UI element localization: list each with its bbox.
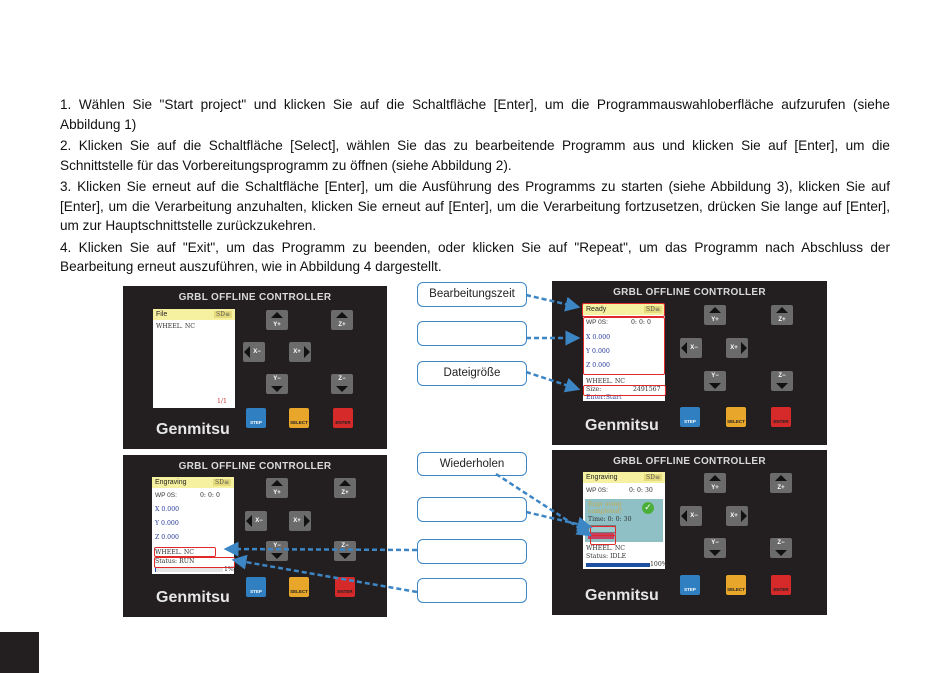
instruction-3: 3. Klicken Sie erneut auf die Schaltfläche [Enter], um die Ausführung des Programms zu starten (siehe Abbildung 3), klicken Sie auf [Enter], um die Verarbeitung anzuhalten, klicken Sie erneut auf [Enter], um die Verarbeitung fortzusetzen, drücken Sie lange auf [Enter], um zur Hauptschnittstelle zurückzukehren. xyxy=(60,179,890,233)
sd-card-icon: SD≡ xyxy=(216,311,230,318)
enter-button[interactable]: ENTER xyxy=(333,408,353,428)
select-button[interactable]: SELECT xyxy=(726,407,746,427)
controller-title: GRBL OFFLINE CONTROLLER xyxy=(613,287,766,298)
z-minus-button[interactable]: Z− xyxy=(771,371,793,391)
check-icon: ✓ xyxy=(642,502,654,514)
highlight-coordinates xyxy=(583,317,665,375)
y-plus-button[interactable]: Y+ xyxy=(266,478,288,498)
brand-logo: Genmitsu xyxy=(156,589,230,606)
sd-card-icon: SD≡ xyxy=(215,479,229,486)
progress-percent: 100% xyxy=(650,561,668,568)
select-button[interactable]: SELECT xyxy=(289,408,309,428)
x-coordinate: X 0.000 xyxy=(155,506,180,513)
enter-hint: Enter:Start xyxy=(586,394,622,401)
screen-header xyxy=(153,309,235,320)
screen-mode: File xyxy=(156,311,168,318)
progress-bar xyxy=(586,563,650,567)
x-minus-button[interactable]: X− xyxy=(245,511,267,531)
status-text: Status: RUN xyxy=(155,558,195,565)
x-plus-button[interactable]: X+ xyxy=(726,338,748,358)
x-plus-button[interactable]: X+ xyxy=(726,506,748,526)
callout-file-name xyxy=(417,539,527,564)
enter-button[interactable]: ENTER xyxy=(771,407,791,427)
z-plus-button[interactable]: Z+ xyxy=(331,310,353,330)
wp-value: 0: 0: 30 xyxy=(629,487,653,494)
page-corner-tab xyxy=(0,632,39,673)
y-plus-button[interactable]: Y+ xyxy=(704,473,726,493)
wp-label: WP 0S: xyxy=(586,487,608,494)
z-coordinate: Z 0.000 xyxy=(155,534,179,541)
screen-header xyxy=(152,477,234,488)
page-indicator: 1/1 xyxy=(217,398,227,405)
instruction-4: 4. Klicken Sie auf "Exit", um das Programm zu beenden, oder klicken Sie auf "Repeat", um das Programm nach Abschluss der Bearbeitung erneut auszuführen, wie in Abbildung 4 dargestellt. xyxy=(60,239,890,274)
status-text: Status: IDLE xyxy=(586,553,627,560)
file-name: WHEEL. NC xyxy=(586,545,625,552)
size-label: Size: xyxy=(586,386,602,393)
size-value: 2491567 xyxy=(633,386,661,393)
brand-logo: Genmitsu xyxy=(585,417,659,434)
screen-header xyxy=(583,472,665,483)
wp-label: WP 0S: xyxy=(586,319,608,326)
x-minus-button[interactable]: X− xyxy=(680,338,702,358)
highlight-repeat xyxy=(590,535,616,545)
progress-percent: 1% xyxy=(224,566,234,573)
x-coordinate: X 0.000 xyxy=(586,334,611,341)
callout-exit xyxy=(417,497,527,522)
instruction-1: 1. Wählen Sie "Start project" und klicken Sie auf die Schaltfläche [Enter], um die Programmauswahloberfläche aufzurufen (siehe Abbildung 1) xyxy=(60,97,890,132)
step-button[interactable]: STEP xyxy=(680,407,700,427)
y-plus-button[interactable]: Y+ xyxy=(266,310,288,330)
step-button[interactable]: STEP xyxy=(246,408,266,428)
z-minus-button[interactable]: Z− xyxy=(770,538,792,558)
wp-label: WP 0S: xyxy=(155,492,177,499)
y-minus-button[interactable]: Y− xyxy=(704,371,726,391)
y-minus-button[interactable]: Y− xyxy=(704,538,726,558)
y-coordinate: Y 0.000 xyxy=(155,520,179,527)
screen-mode: Ready xyxy=(586,306,607,313)
highlight-status xyxy=(154,557,235,568)
wp-value: 0: 0: 0 xyxy=(200,492,220,499)
y-coordinate: Y 0.000 xyxy=(586,348,610,355)
wp-value: 0: 0: 0 xyxy=(631,319,651,326)
lcd-screen xyxy=(153,309,235,408)
screen-mode: Engraving xyxy=(586,474,618,481)
controller-title: GRBL OFFLINE CONTROLLER xyxy=(178,461,332,472)
controller-figure-4 xyxy=(552,450,827,615)
select-button[interactable]: SELECT xyxy=(289,577,309,597)
select-button[interactable]: SELECT xyxy=(726,575,746,595)
highlight-status-bar xyxy=(582,303,665,317)
x-minus-button[interactable]: X− xyxy=(243,342,265,362)
controller-title: GRBL OFFLINE CONTROLLER xyxy=(178,292,332,303)
file-entry[interactable]: WHEEL. NC xyxy=(156,323,195,330)
lcd-screen xyxy=(583,472,668,569)
progress-bar xyxy=(155,568,223,572)
x-plus-button[interactable]: X+ xyxy=(289,511,311,531)
completion-message: Engr aving completed! xyxy=(588,501,623,515)
sd-card-icon: SD≡ xyxy=(646,306,660,313)
x-minus-button[interactable]: X− xyxy=(680,506,702,526)
elapsed-time: Time: 0: 0: 30 xyxy=(588,516,632,523)
instructions xyxy=(60,95,890,279)
brand-logo: Genmitsu xyxy=(585,587,659,604)
z-plus-button[interactable]: Z+ xyxy=(770,473,792,493)
highlight-file-name xyxy=(154,547,216,557)
y-plus-button[interactable]: Y+ xyxy=(704,305,726,325)
z-minus-button[interactable]: Z− xyxy=(334,541,356,561)
instruction-2: 2. Klicken Sie auf die Schaltfläche [Select], wählen Sie das zu bearbeitende Programm aus und klicken Sie auf [Enter], um die Schnittstelle für das Vorbereitungsprogramm zu öffnen (siehe Abbildung 2). xyxy=(60,138,890,173)
brand-logo: Genmitsu xyxy=(156,421,230,438)
file-name: WHEEL. NC xyxy=(155,549,194,556)
y-minus-button[interactable]: Y− xyxy=(266,374,288,394)
z-coordinate: Z 0.000 xyxy=(586,362,610,369)
x-plus-button[interactable]: X+ xyxy=(289,342,311,362)
z-plus-button[interactable]: Z+ xyxy=(334,478,356,498)
controller-title: GRBL OFFLINE CONTROLLER xyxy=(613,456,766,467)
sd-card-icon: SD≡ xyxy=(646,474,660,481)
highlight-file-size xyxy=(583,385,666,396)
enter-button[interactable]: ENTER xyxy=(335,577,355,597)
step-button[interactable]: STEP xyxy=(246,577,266,597)
controller-figure-2 xyxy=(552,281,827,445)
step-button[interactable]: STEP xyxy=(680,575,700,595)
callout-processing-time: Bearbeitungszeit xyxy=(417,282,527,307)
callout-repeat: Wiederholen xyxy=(417,452,527,476)
callout-coordinates xyxy=(417,321,527,346)
z-minus-button[interactable]: Z− xyxy=(331,374,353,394)
callout-status xyxy=(417,578,527,603)
y-minus-button[interactable]: Y− xyxy=(266,541,288,561)
controller-figure-1 xyxy=(123,286,387,449)
file-name: WHEEL. NC xyxy=(586,378,625,385)
z-plus-button[interactable]: Z+ xyxy=(771,305,793,325)
screen-mode: Engraving xyxy=(155,479,187,486)
enter-button[interactable]: ENTER xyxy=(771,575,791,595)
controller-figure-3 xyxy=(123,455,387,617)
callout-file-size: Dateigröße xyxy=(417,361,527,386)
